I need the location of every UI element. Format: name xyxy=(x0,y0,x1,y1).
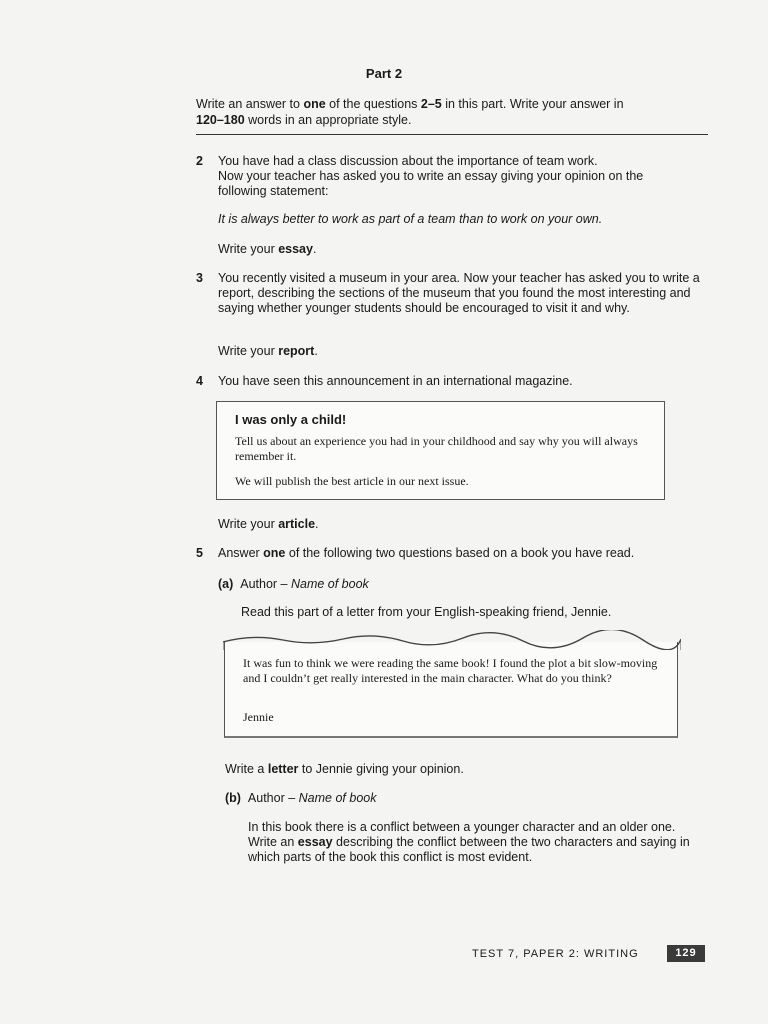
q5-bold: one xyxy=(263,546,286,560)
q2-line2: Now your teacher has asked you to write an essay giving your opinion on the following statement: xyxy=(218,169,644,198)
intro-text: of the questions xyxy=(325,97,421,111)
intro-text: words in an appropriate style. xyxy=(244,113,412,127)
write-text: Write your xyxy=(218,517,279,531)
q5b-heading xyxy=(225,791,725,806)
instructions xyxy=(196,96,716,128)
write-text: Write your xyxy=(218,242,279,256)
q5b-text-part: describing the conflict between the two characters and saying in which parts of the book this conflict is most evident. xyxy=(248,835,690,864)
question-3-text: You recently visited a museum in your area. Now your teacher has asked you to write a report, describing the sections of the museum that you found the most interesting and saying whether younger students should be encouraged to visit it and why. xyxy=(218,271,700,315)
intro-text: Write an answer to xyxy=(196,97,304,111)
letter-box xyxy=(224,642,678,738)
q5a-author: Author – xyxy=(240,577,291,591)
question-number-2: 2 xyxy=(196,154,203,168)
write-text: Write your xyxy=(218,344,279,358)
torn-edge xyxy=(223,630,681,650)
write-type: article xyxy=(278,517,316,531)
write-text: . xyxy=(315,517,319,531)
announcement-body: Tell us about an experience you had in your childhood and say why you will always remember it. xyxy=(235,434,638,463)
write-text: to Jennie giving your opinion. xyxy=(298,762,464,776)
question-number-4: 4 xyxy=(196,374,203,388)
q5-text: of the following two questions based on a book you have read. xyxy=(285,546,635,560)
announcement-heading: I was only a child! xyxy=(235,412,347,427)
question-4-text: You have seen this announcement in an international magazine. xyxy=(218,374,573,388)
q5a-text: Read this part of a letter from your English-speaking friend, Jennie. xyxy=(241,605,612,619)
write-type: letter xyxy=(267,762,299,776)
footer-label: TEST 7, PAPER 2: WRITING xyxy=(472,948,639,960)
q5b-book: Name of book xyxy=(298,791,377,805)
q5a-label: (a) xyxy=(218,577,234,591)
write-text: Write a xyxy=(225,762,268,776)
q4-write-instruction xyxy=(218,517,718,532)
q5b-text-part: In this book there is a conflict between a younger character and an older one. Write an xyxy=(248,820,676,849)
q5b-bold: essay xyxy=(297,835,333,849)
q2-line1: You have had a class discussion about the importance of team work. xyxy=(218,154,598,168)
q5b-label: (b) xyxy=(225,791,241,805)
write-type: report xyxy=(278,344,315,358)
write-type: essay xyxy=(278,242,313,256)
write-text: . xyxy=(312,242,317,256)
letter-body: It was fun to think we were reading the same book! I found the plot a bit slow-moving and I couldn’t get really interested in the main character. What do you think? xyxy=(243,656,658,685)
write-text: . xyxy=(314,344,318,358)
q5a-heading xyxy=(218,577,718,592)
letter-signature: Jennie xyxy=(243,710,274,724)
announcement-box xyxy=(216,401,665,500)
divider-rule xyxy=(196,134,708,135)
intro-bold-one: one xyxy=(303,97,326,111)
q5b-text xyxy=(248,820,693,865)
question-2-text xyxy=(218,154,718,199)
question-number-5: 5 xyxy=(196,546,203,560)
q5a-book: Name of book xyxy=(290,577,369,591)
intro-bold-range: 2–5 xyxy=(420,97,442,111)
q2-write-instruction xyxy=(218,242,718,257)
page-number: 129 xyxy=(667,945,705,962)
part-title: Part 2 xyxy=(365,66,403,81)
announcement-note: We will publish the best article in our next issue. xyxy=(235,474,469,488)
q5b-author: Author – xyxy=(247,791,299,805)
question-number-3: 3 xyxy=(196,271,203,285)
q2-statement: It is always better to work as part of a team than to work on your own. xyxy=(218,212,603,226)
q5a-write-instruction xyxy=(225,762,725,777)
intro-text: in this part. Write your answer in xyxy=(441,97,624,111)
question-5-text xyxy=(218,546,718,561)
intro-bold-wordcount: 120–180 xyxy=(196,113,245,127)
q5-text: Answer xyxy=(218,546,264,560)
q3-write-instruction xyxy=(218,344,718,359)
